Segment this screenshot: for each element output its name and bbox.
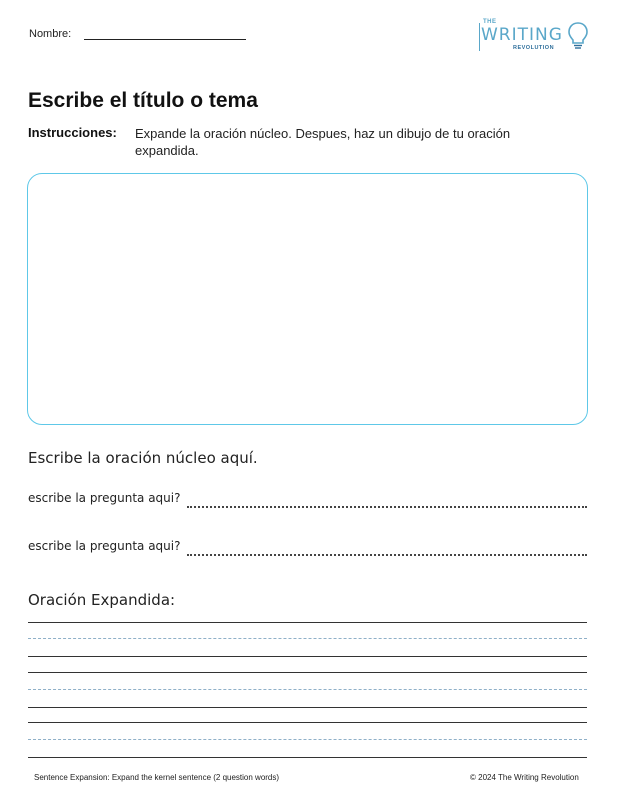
drawing-area[interactable] <box>27 173 588 425</box>
question-prompt-2: escribe la pregunta aqui? <box>28 539 181 553</box>
writing-line[interactable] <box>28 656 587 657</box>
writing-line[interactable] <box>28 707 587 708</box>
logo-the: THE <box>483 19 497 25</box>
footer-copyright: © 2024 The Writing Revolution <box>470 773 579 782</box>
question-answer-line-1[interactable] <box>187 506 587 508</box>
instructions-label: Instrucciones: <box>28 125 117 140</box>
name-field-line[interactable] <box>84 39 246 40</box>
page-title: Escribe el título o tema <box>28 89 258 112</box>
writing-line[interactable] <box>28 757 587 758</box>
lightbulb-icon <box>567 21 589 51</box>
writing-midline <box>28 638 587 639</box>
writing-midline <box>28 689 587 690</box>
expanded-sentence-label: Oración Expandida: <box>28 591 176 609</box>
logo-writing: WRITING <box>481 25 563 45</box>
writing-revolution-logo <box>479 18 591 56</box>
name-label: Nombre: <box>29 28 72 40</box>
writing-line[interactable] <box>28 672 587 673</box>
kernel-sentence-prompt: Escribe la oración núcleo aquí. <box>28 449 258 467</box>
writing-line[interactable] <box>28 722 587 723</box>
question-answer-line-2[interactable] <box>187 554 587 556</box>
footer-description: Sentence Expansion: Expand the kernel sentence (2 question words) <box>34 773 280 782</box>
logo-revolution: REVOLUTION <box>513 45 555 51</box>
writing-midline <box>28 739 587 740</box>
instructions-text: Expande la oración núcleo. Despues, haz un dibujo de tu oración expandida. <box>135 126 511 158</box>
writing-line[interactable] <box>28 622 587 623</box>
question-prompt-1: escribe la pregunta aqui? <box>28 491 181 505</box>
